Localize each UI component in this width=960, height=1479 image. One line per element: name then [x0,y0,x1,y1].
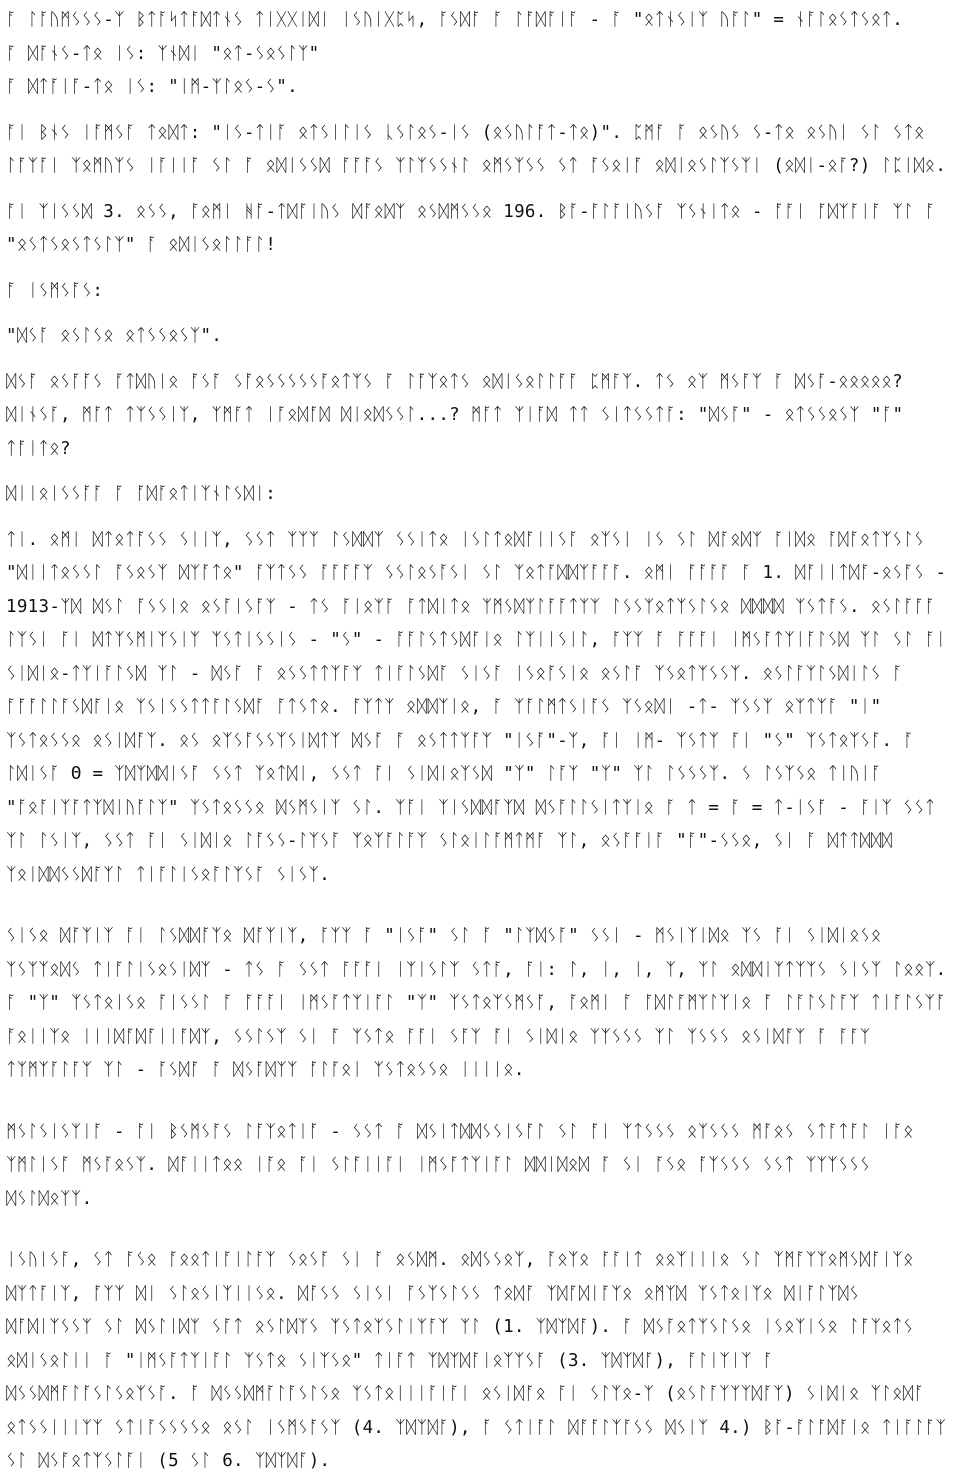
paragraph: ᚪᛁ ᛉᛁᛊᛊᛞ 3. ᛟᛊᛊ, ᚪᛟᛗᛁ ᚻᚪ-ᛏᛞᚪᛁᚢᛊ ᛞᚪᛟᛞᛉ ᛟᛊᛞᛗᛊᛊᛟ 196. ᛒᚪ-ᚪᛚᚪᛁᚢᛊᚪ ᛉᛊᚾᛁᛏᛟ - ᚪᚪᛁ ᚪᛞᛉᚪᛁᚪ ᛉᛚ ᚪ "ᛟᛊᛏᛊᛟᛊᛏᛊᛚᛉ" ᚪ ᛟᛞᛁᛊᛟᛚᛚᚪᛚ! [6,201,947,255]
paragraph-heading: ᚪ ᛁᛊᛗᛊᚪᛊ: [6,280,104,301]
paragraph-quote: "ᛞᛊᚪ ᛟᛊᛚᛊᛟ ᛟᛏᛊᛊᛟᛊᛉ". [6,326,223,346]
document-page [6,4,958,1479]
paragraph: ᛏᛁ. ᛟᛗᛁ ᛞᛏᛟᛏᚪᛊᛊ ᛊᛁᛁᛉ, ᛊᛊᛏ ᛉᛉᛉ ᛚᛊᛞᛞᛉ ᛊᛊᛁᛏᛟ ᛁᛊᛚᛏᛟᛞᚪᛁᛁᛊᚪ ᛟᛉᛊᛁ ᛁᛊ ᛊᛚ ᛞᚪᛟᛞᛉ ᚪᛁᛞᛟ ᚪᛞᚪᛟᛏᛉᛊᛚᛊ "ᛞᛁᛁᛏᛟᛊᛊᛚ ᚪᛊᛟᛊᛉ ᛞᛉᚪᛏᛟ" ᚪᛉᛏᛊᛊ ᚪᚪᚪᚪᛉ ᛊᛊᛚᛟᛊᚪᛊᛁ ᛊᛚ ᛉᛟᛏᚪᛞᛞᛉᚪᚪᚪ. ᛟᛗᛁ ᚪᚪᚪᚪ ᚪ 1. ᛞᚪᛁᛁᛏᛞᚪ-ᛟᛊᚪᛊ - 1913-ᛉᛞ ᛞᛊᛚ ᚪᛊᛊᛁᛟ ᛟᛊᚪᛁᛊᚪᛉ - ᛏᛊ ᚪᛁᛟᛉᚪ ᚪᛏᛞᛁᛏᛟ ᛉᛗᛊᛞᛉᛚᚪᚪᛏᛉᛉ ᛚᛊᛊᛉᛟᛏᛉᛊᛚᛊᛟ ᛞᛞᛞᛞ ᛉᛊᛏᚪᛊ. ᛟᛊᛚᚪᚪᚪ ᛚᛉᛊᛁ ᚪᛁ ᛞᛏᛉᛊᛗᛁᛉᛊᛁᛉ ᛉᛊᛏᛁᛊᛊᛁᛊ - "ᛊ" - ᚪᚪᛚᛊᛏᛊᛞᚪᛁᛟ ᛚᛉᛁᛁᛊᛁᛚ, ᚪᛉᛉ ᚪ ᚪᚪᚪᛁ ᛁᛗᛊᚪᛏᛉᛁᚪᛚᛊᛞ ᛉᛚ ᛊᛚ ᚪᛁ ᛊᛁᛞᛁᛟ-ᛏᛉᛁᚪᛚᛊᛞ ᛉᛚ - ᛞᛊᚪ ᚪ ᛟᛊᛊᛏᛏᛉᚪᛉ ᛏᛁᚪᛚᛊᛞᚪ ᛊᛁᛊᚪ ᛁᛊᛟᚪᛊᛁᛟ ᛟᛊᛚᚪ ᛉᛊᛟᛏᛉᛊᛊᛉ. ᛟᛊᛚᚪᛉᛚᛊᛞᛁᛚᛊ ᚪ ᚪᚪᚪᛚᛚᚪᛊᛞᚪᛁᛟ ᛉᛊᛁᛊᛊᛏᛏᚪᛚᛊᛞᚪ ᚪᛏᛊᛏᛟ. ᚪᛉᛏᛉ ᛟᛞᛞᛉᛁᛟ, ᚪ ᛉᚪᛚᛗᛏᛊᛁᚪᛊ ᛉᛊᛟᛞᛁ -ᛏ- ᛉᛊᛊᛉ ᛟᛉᛏᛉᚪ "ᛁ" ᛉᛊᛏᛟᛊᛊᛟ ᛟᛊᛁᛞᚪᛉ. ᛟᛊ ᛟᛉᛊᚪᛊᛊᛉᛊᛁᛞᛏᛉ ᛞᛊᚪ ᚪ ᛟᛊᛏᛏᛉᚪᛉ "ᛁᛊᚪ"-ᛉ, ᚪᛁ ᛁᛗ- ᛉᛊᛏᛉ ᚪᛁ "ᛊ" ᛉᛊᛏᛟᛉᛊᚪ. ᚪ ᛚᛞᛁᛊᚪ Θ = ᛉᛞᛉᛞᛞᛁᛊᚪ ᛊᛊᛏ ᛉᛟᛏᛞᛁ, ᛊᛊᛏ ᚪᛁ ᛊᛁᛞᛁᛟᛉᛊᛞ "ᛉ" ᛚᚪᛉ "ᛉ" ᛉᛚ ᛚᛊᛊᛊᛉ. ᛊ ᛚᛊᛉᛊᛟ ᛏᛁᚢᛁᚪ "ᚪᛟᚪᛁᛉᚪᛏᛉᛞᛁᚢᚪᛚᛉ" ᛉᛊᛏᛟᛊᛊᛟ ᛞᛊᛗᛊᛁᛉ ᛊᛚ. ᛉᚪᛁ ᛉᛁᛊᛞᛞᚪᛉᛞ ᛞᛊᚪᛚᛚᛊᛁᛏᛉᛁᛟ ᚪ ᛏ = ᚪ = ᛏ-ᛁᛊᚪ - ᚪᛁᛉ ᛊᛊᛏ ᛉᛚ ᛚᛊᛁᛉ, ᛊᛊᛏ ᚪᛁ ᛊᛁᛞᛁᛟ ᛚᚪᛊᛊ-ᛚᛉᛊᚪ ᛉᛟᛉᚪᛚᚪᛉ ᛊᛚᛟᛁᛚᚪᛗᛏᛗᚪ ᛉᛚ, ᛟᛊᚪᚪᛁᚪ "ᚪ"-ᛊᛊᛟ, ᛊᛁ ᚪ ᛞᛏᛏᛞᛞᛞ ᛉᛟᛁᛞᛞᛊᛊᛞᚪᛉᛚ ᛏᛁᚪᛚᛁᛊᛟᚪᛚᛉᛊᚪ ᛊᛁᛊᛉ. [6,529,958,885]
paragraph-heading: ᛞᛁᛁᛟᛁᛊᛊᚪᚪ ᚪ ᚪᛞᚪᛟᛏᛁᛉᚾᛚᛊᛞᛁ: [6,484,277,504]
paragraph: ᛊᛁᛊᛟ ᛞᚪᛉᛁᛉ ᚪᛁ ᛚᛊᛞᛞᚪᛉᛟ ᛞᚪᛉᛁᛉ, ᚪᛉᛉ ᚪ "ᛁᛊᚪ" ᛊᛚ ᚪ "ᛚᛉᛞᛊᚪ" ᛊᛊᛁ - ᛗᛊᛁᛉᛁᛞᛟ ᛉᛊ ᚪᛁ ᛊᛁᛞᛁᛟᛊᛟ ᛉᛊᛉᛉᛟᛞᛊ ᛏᛁᚪᛚᛁᛊᛟᛊᛁᛞᛉ - ᛏᛊ ᚪ ᛊᛊᛏ ᚪᚪᚪᛁ ᛁᛉᛁᛊᛚᛉ ᛊᛏᚪ, ᚪᛁ: ᛚ, ᛁ, ᛁ, ᛉ, ᛉᛚ ᛟᛞᛞᛁᛉᛏᛉᛉᛊ ᛊᛁᛊᛉ ᛚᛟᛟᛉ. ᚪ "ᛉ" ᛉᛊᛏᛟᛁᛊᛟ ᚪᛁᛊᛊᛚ ᚪ ᚪᚪᚪᛁ ᛁᛗᛊᚪᛏᛉᛁᚪᛚ "ᛉ" ᛉᛊᛏᛟᛉᛊᛗᛊᚪ, ᚪᛟᛗᛁ ᚪ ᚪᛞᛚᚪᛗᛉᛚᛉᛁᛟ ᚪ ᛚᚪᛚᛊᛚᚪᛉ ᛏᛁᚪᛚᛊᛉᚪ ᚪᛟᛁᛁᛉᛟ ᛁᛁᛁᛞᚪᛞᚪᛁᛁᚪᛞᛉ, ᛊᛊᛚᛊᛉ ᛊᛁ ᚪ ᛉᛊᛏᛟ ᚪᚪᛁ ᛊᚪᛉ ᚪᛁ ᛊᛁᛞᛁᛟ ᛉᛉᛊᛊᛊ ᛉᛚ ᛉᛊᛊᛊ ᛟᛊᛁᛞᚪᛉ ᚪ ᚪᚪᛉ ᛏᛉᛗᛉᚪᛚᚪᛉ ᛉᛚ - ᚪᛊᛞᚪ ᚪ ᛞᛊᚪᛞᛉᛉ ᚪᛚᚪᛟᛁ ᛉᛊᛏᛟᛊᛊᛟ ᛁᛁᛁᛁᛟ. [6,926,958,1080]
paragraph-intro: ᚪ ᛚᚪᚢᛗᛊᛊᛊ-ᛉ ᛒᛏᚪᛋᛏᚪᛞᛏᚾᛊ ᛏᛁᚷᚷᛁᛞᛁ ᛁᛊᚢᛁᚷᛈᛋ, ᚪᛊᛞᚪ ᚪ ᛚᚪᛞᚪᛁᚪ - ᚪ "ᛟᛏᚾᛊᛁᛉ ᚢᚪᛚ" = ᚾᚪᛚᛟᛊᛏᛊᛟᛏ. ᚪ ᛞᚪᚾᛊ-ᛏᛟ ᛁᛊ: ᛉᚾᛞᛁ "ᛟᛏ-ᛊᛟᛊᛚᛉ" ᚪ ᛞᛏᚪᛁᚪ-ᛏᛟ ᛁᛊ: "ᛁᛗ-ᛉᛚᛟᛊ-ᛊ". [6,10,904,97]
paragraph: ᚪᛁ ᛒᚾᛊ ᛁᚪᛗᛊᚪ ᛏᛟᛞᛏ: "ᛁᛊ-ᛏᛁᚪ ᛟᛏᛊᛁᛚᛁᛊ ᚳᛊᛚᛟᛊ-ᛁᛊ (ᛟᛊᚢᛚᚪᛏ-ᛏᛟ)". ᛈᛗᚪ ᚪ ᛟᛊᚢᛊ ᛊ-ᛏᛟ ᛟᛊᚢᛁ ᛊᛚ ᛊᛏᛟ ᛚᚪᛉᚪᛁ ᛉᛟᛗᚢᛉᛊ ᛁᚪᛁᛁᚪ ᛊᛚ ᚪ ᛟᛞᛁᛊᛊᛞ ᚪᚪᚪᛊ ᛉᛚᛉᛊᛊᚾᛚ ᛟᛗᛊᛉᛊᛊ ᛊᛏ ᚪᛊᛟᛁᚪ ᛟᛞᛁᛟᛊᛚᛉᛊᛉᛁ (ᛟᛞᛁ-ᛟᚪ?) ᛚᛈᛁᛞᛟ. [6,122,947,176]
paragraph: ᛗᛊᛚᛊᛁᛊᛉᛁᚪ - ᚪᛁ ᛒᛊᛗᛊᚪᛊ ᛚᚪᛉᛟᛏᛁᚪ - ᛊᛊᛏ ᚪ ᛞᛊᛁᛏᛞᛞᛊᛊᛁᛊᚪᛚ ᛊᛚ ᚪᛁ ᛉᛏᛊᛊᛊ ᛟᛉᛊᛊᛊ ᛗᚪᛟᛊ ᛊᛏᚪᛏᚪᛚ ᛁᚪᛟ ᛉᛗᛚᛁᛊᚪ ᛗᛊᚪᛟᛊᛉ. ᛞᚪᛁᛁᛏᛟᛟ ᛁᚪᛟ ᚪᛁ ᛊᛚᚪᛁᛁᚪᛁ ᛁᛗᛊᚪᛏᛉᛁᚪᛚ ᛞᛞᛁᛞᛟᛞ ᚪ ᛊᛁ ᚪᛊᛟ ᚪᛉᛊᛊᛊ ᛊᛊᛏ ᛉᛉᛉᛊᛊᛊ ᛞᛊᛚᛞᛟᛉᛉ. [6,1121,925,1209]
paragraph: ᛞᛊᚪ ᛟᛊᚪᚪᛊ ᚪᛏᛞᚢᛁᛟ ᚪᛊᚪ ᛊᚪᛟᛊᛊᛊᛊᛊᚪᛟᛏᛉᛊ ᚪ ᛚᚪᛉᛟᛏᛊ ᛟᛞᛁᛊᛟᛚᛚᚪᚪ ᛈᛗᚪᛉ. ᛏᛊ ᛟᛉ ᛗᛊᚪᛉ ᚪ ᛞᛊᚪ-ᛟᛟᛟᛟᛟ? ᛞᛁᚾᛊᚪ, ᛗᚪᛏ ᛏᛉᛊᛊᛁᛉ, ᛉᛗᚪᛏ ᛁᚪᛟᛞᚪᛞ ᛞᛁᛟᛞᛊᛊᛚ...? ᛗᚪᛏ ᛉᛁᚪᛞ ᛏᛏ ᛊᛁᛏᛊᛊᛏᚪ: "ᛞᛊᚪ" - ᛟᛏᛊᛊᛟᛊᛉ "ᚪ" ᛏᚪᛁᛏᛟ? [6,371,915,459]
paragraph: ᛁᛊᚢᛁᛊᚪ, ᛊᛏ ᚪᛊᛟ ᚪᛟᛟᛏᛁᚪᛁᛚᚪᛉ ᛊᛟᛊᚪ ᛊᛁ ᚪ ᛟᛊᛞᛗ. ᛟᛞᛊᛊᛟᛉ, ᚪᛟᛉᛟ ᚪᚪᛁᛏ ᛟᛟᛉᛁᛁᛁᛟ ᛊᛚ ᛉᛗᚪᛉᛉᛟᛗᛊᛞᚪᛁᛉᛟ ᛞᛉᛏᚪᛁᛉ, ᚪᛉᛉ ᛞᛁ ᛊᛚᛟᛊᛁᛉᛁᛁᛊᛟ. ᛞᚪᛊᛊ ᛊᛁᛊᛁ ᚪᛊᛉᛊᛚᛊᛊ ᛏᛟᛞᚪ ᛉᛞᚪᛞᛁᚪᛉᛟ ᛟᛗᛉᛞ ᛉᛊᛏᛟᛁᛉᛟ ᛞᛁᚪᛚᛉᛞᛊ ᛞᚪᛞᛁᛉᛊᛊᛉ ᛊᛚ ᛞᛊᛚᛁᛞᛉ ᛊᚪᛏ ᛟᛊᛚᛞᛉᛊ ᛉᛊᛏᛟᛉᛊᛚᛁᛉᚪᛉ ᛉᛚ (1. ᛉᛞᛉᛞᚪ). ᚪ ᛞᛊᚪᛟᛏᛉᛊᛚᛊᛟ ᛁᛊᛟᛉᛁᛊᛟ ᛚᚪᛉᛟᛏᛊ ᛟᛞᛁᛊᛟᛚᛁᛁ ᚪ "ᛁᛗᛊᚪᛏᛉᛁᚪᛚ ᛉᛊᛏᛟ ᛊᛁᛉᛊᛟ" ᛏᛁᚪᛏ ᛉᛞᛉᛞᚪᛁᛟᛉᛉᛊᚪ (3. ᛉᛞᛉᛞᚪ), ᚪᛚᛁᛉᛁᛉ ᚪ ᛞᛊᛊᛞᛗᚪᛚᚪᛊᛚᛊᛟᛉᛊᚪ. ᚪ ᛞᛊᛊᛞᛗᚪᛚᚪᛊᛚᛊᛟ ᛉᛊᛏᛟᛁᛁᛁᚪᛁᚪᛁ ᛟᛊᛁᛞᚪᛟ ᚪᛁ ᛊᛚᛉᛟ-ᛉ (ᛟᛊᛚᚪᛉᛉᛉᛞᚪᛉ) ᛊᛁᛞᛁᛟ ᛉᛚᛟᛞᚪ ᛟᛏᛊᛊᛁᛁᛁᛉᛉ ᛊᛏᛁᚪᛊᛊᛊᛊᛟ ᛟᛊᛚ ᛁᛊᛗᛊᚪᛊᛉ (4. ᛉᛞᛉᛞᚪ), ᚪ ᛊᛏᛁᚪᛚ ᛞᚪᚪᛚᛉᚪᛊᛊ ᛞᛊᛁᛉ 4.) ᛒᚪ-ᚪᛚᚪᛞᚪᛁᛟ ᛏᛁᚪᛚᚪᛉ ᛊᛚ ᛞᛊᚪᛟᛏᛉᛊᛚᚪᛁ (5 ᛊᛚ 6. ᛉᛞᛉᛞᚪ). [6,1250,958,1471]
